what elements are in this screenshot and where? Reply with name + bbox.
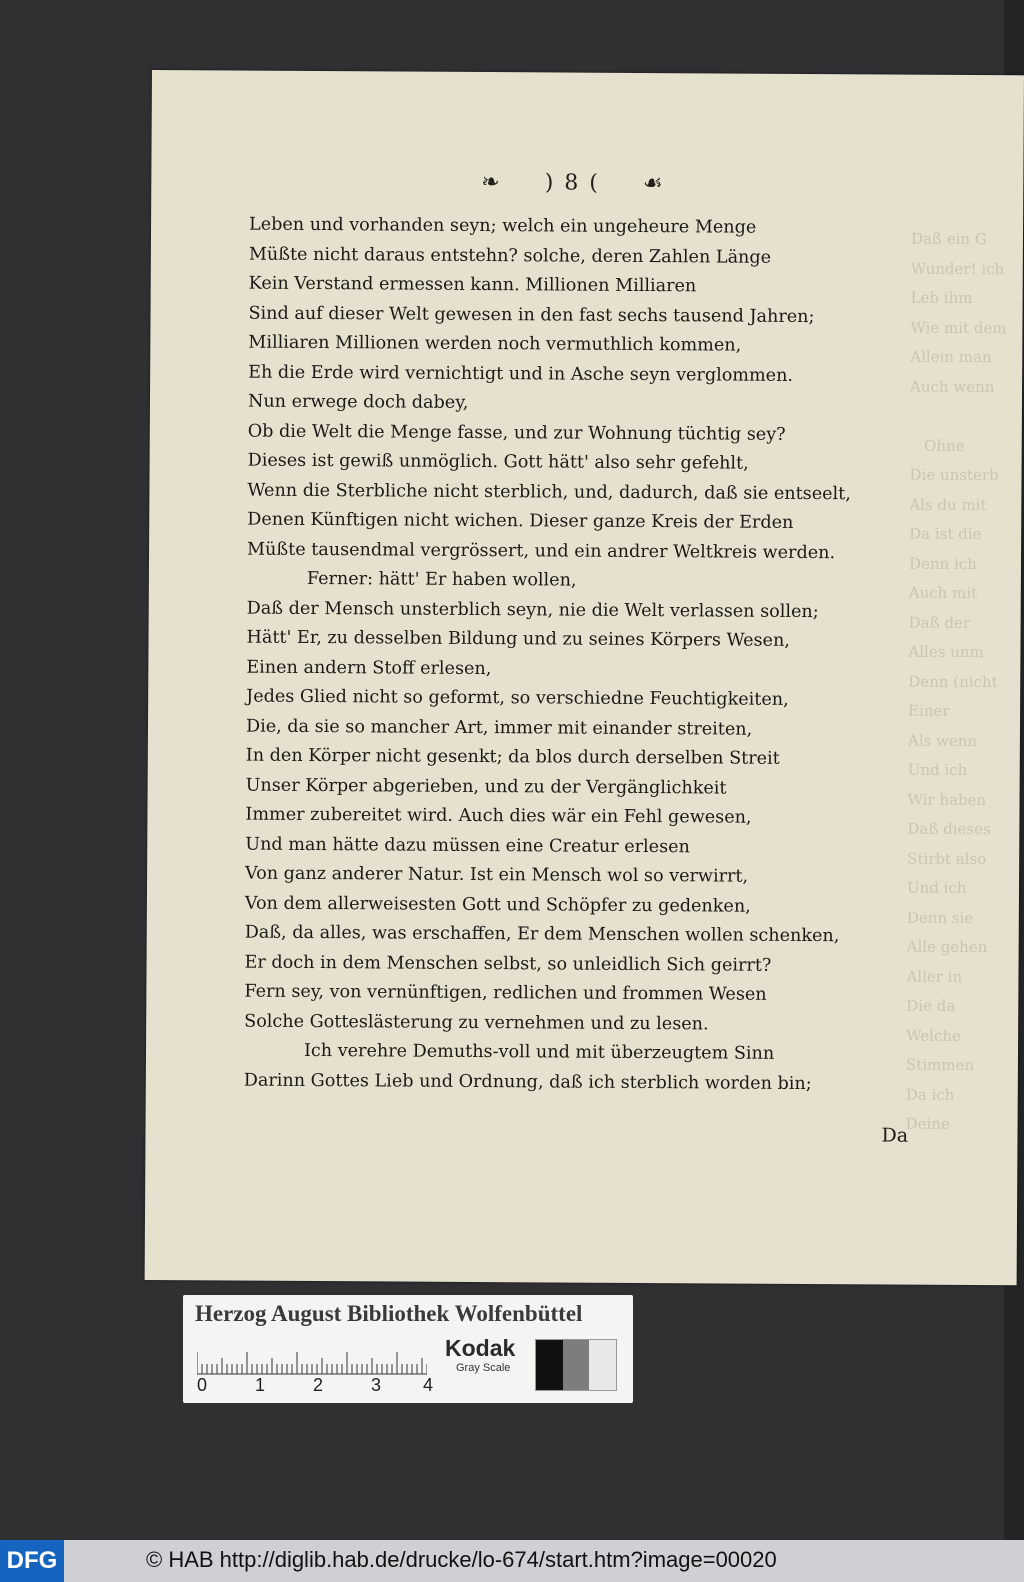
page-header [481,170,781,197]
text-line: Denen Künftigen nicht wichen. Dieser ganze Kreis der Erden [247,509,794,533]
text-line: Wenn die Sterbliche nicht sterblich, und, dadurch, daß sie entseelt, [247,480,851,504]
text-line: Nun erwege doch dabey, [247,391,469,413]
text-line: Daß der Mensch unsterblich seyn, nie die Welt verlassen sollen; [246,598,819,622]
text-line: Und man hätte dazu müssen eine Creatur erlesen [245,834,690,857]
text-line: Ich verehre Demuths-voll und mit überzeugtem Sinn [303,1040,775,1064]
text-line: Kein Verstand ermessen kann. Millionen Milliaren [248,273,697,297]
kodak-logo: Kodak [445,1335,516,1361]
left-ornament-icon: ❧ [481,170,502,196]
footer-bar [0,1540,1024,1582]
text-line: Sind auf dieser Welt gewesen in den fast sechs tausend Jahren; [248,303,815,327]
ruler-number: 1 [255,1375,266,1395]
text-line: In den Körper nicht gesenkt; da blos durch derselben Streit [245,745,780,769]
gray-patch-light [589,1340,616,1390]
text-line: Müßte tausendmal vergrössert, und ein andrer Weltkreis werden. [247,539,836,563]
gray-patch-mid [563,1340,590,1390]
text-line: Dieses ist gewiß unmöglich. Gott hätt' also sehr gefehlt, [247,450,749,474]
gray-scale-patches [535,1339,617,1391]
text-line: Unser Körper abgerieben, und zu der Vergänglichkeit [245,775,727,799]
text-line: Leben und vorhanden seyn; welch ein ungeheure Menge [248,214,757,238]
text-line: Von dem allerweisesten Gott und Schöpfer zu gedenken, [244,893,751,917]
text-line: Darinn Gottes Lieb und Ordnung, daß ich sterblich worden bin; [243,1070,812,1094]
text-line: Müßte nicht daraus entstehn? solche, deren Zahlen Länge [248,244,772,268]
catchword: Da [881,1124,909,1147]
ruler-number: 3 [371,1375,382,1395]
book-page [145,70,1024,1285]
text-line: Eh die Erde wird vernichtigt und in Asche seyn verglommen. [248,362,794,386]
dfg-logo: DFG [0,1540,64,1582]
text-line: Ferner: hätt' Er haben wollen, [306,568,577,591]
page-number: ) 8 ( [544,170,600,196]
right-ornament-icon: ☙ [642,171,665,197]
text-line: Er doch in dem Menschen selbst, so unleidlich Sich geirrt? [244,952,772,976]
text-line: Solche Gotteslästerung zu vernehmen und zu lesen. [244,1011,709,1034]
text-line: Jedes Glied nicht so geformt, so verschiedne Feuchtigkeiten, [246,686,789,710]
text-line: Einen andern Stoff erlesen, [246,657,492,679]
text-line: Milliaren Millionen werden noch vermuthlich kommen, [248,332,742,356]
text-line: Daß, da alles, was erschaffen, Er dem Menschen wollen schenken, [244,922,840,947]
text-line: Die, da sie so mancher Art, immer mit einander streiten, [245,716,753,740]
ruler-scale [197,1343,427,1375]
text-line: Ob die Welt die Menge fasse, und zur Wohnung tüchtig sey? [247,421,786,445]
text-line: Immer zubereitet wird. Auch dies wär ein Fehl gewesen, [245,804,752,828]
library-name: Herzog August Bibliothek Wolfenbüttel [195,1301,583,1326]
color-target-card [183,1295,633,1403]
ruler-number: 4 [423,1375,434,1395]
ruler-number: 2 [313,1375,324,1395]
kodak-gray-scale-label: Gray Scale [456,1362,511,1374]
text-line: Hätt' Er, zu desselben Bildung und zu seines Körpers Wesen, [246,627,790,651]
poem-text [243,211,851,1100]
show-through-text: Daß ein G Wunder! ich Leb ihm Wie mit dem Allein man Auch wenn Ohne Die unsterb Als du mit Da ist die Denn ich Auch mit Daß der Alles unm Denn (nicht Einer Als wenn Und ich Wir haben Daß dieses Stirbt also Und ich Denn sie Alle gehen Aller in Die da Welche Stimmen Da ich Deine [905,229,1007,1133]
ruler-number: 0 [197,1375,208,1395]
text-line: Fern sey, von vernünftigen, redlichen und frommen Wesen [244,981,767,1005]
source-credit-link[interactable]: © HAB http://diglib.hab.de/drucke/lo-674/start.htm?image=00020 [146,1547,777,1572]
text-line: Von ganz anderer Natur. Ist ein Mensch wol so verwirrt, [245,863,749,887]
gray-patch-dark [536,1340,563,1390]
